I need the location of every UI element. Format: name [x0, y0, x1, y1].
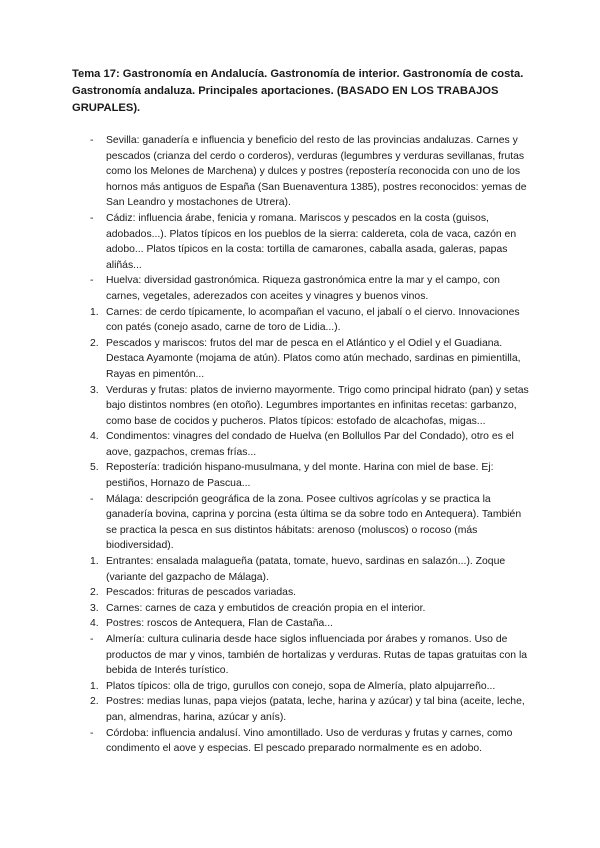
list-item-text: Pescados: frituras de pescados variadas. — [106, 587, 297, 599]
list-item — [90, 383, 530, 430]
list-marker: - — [90, 727, 94, 739]
list-item-text: Cádiz: influencia árabe, fenicia y romana. Mariscos y pescados en la costa (guisos, adobados...). Platos típicos en los pueblos de la sierra: caldereta, cola de vaca, cazón en adobo... Platos típicos en la costa: tortilla de camarones, caballa asada, galeras, papas aliñás... — [106, 212, 517, 271]
list-marker: 1. — [90, 680, 99, 692]
list-item-text: Carnes: carnes de caza y embutidos de creación propia en el interior. — [106, 602, 426, 614]
list-marker: 2. — [90, 696, 99, 708]
list-item-text: Condimentos: vinagres del condado de Huelva (en Bollullos Par del Condado), otro es el aove, gazpachos, cremas frías... — [106, 431, 514, 458]
list-item-text: Postres: medias lunas, papa viejos (patata, leche, harina y azúcar) y tal bina (aceite, leche, pan, almendras, harina, azúcar y anís). — [106, 696, 525, 723]
list-marker: - — [90, 493, 94, 505]
list-item — [90, 273, 530, 304]
list-marker: 2. — [90, 587, 99, 599]
list-item-text: Pescados y mariscos: frutos del mar de pesca en el Atlántico y el Odiel y el Guadiana. Destaca Ayamonte (mojama de atún). Platos como atún mechado, sardinas en pimientilla, Rayas en pimentón... — [106, 337, 521, 380]
list-marker: 1. — [90, 556, 99, 568]
list-item-text: Carnes: de cerdo típicamente, lo acompañan el vacuno, el jabalí o el ciervo. Innovaciones con patés (conejo asado, carne de toro de Lidia...). — [106, 306, 520, 334]
list-marker: 4. — [90, 618, 99, 630]
list-item-text: Platos típicos: olla de trigo, gurullos con conejo, sopa de Almería, plato alpujarreño... — [106, 680, 496, 692]
list-marker: 3. — [90, 602, 99, 614]
list-marker: 2. — [90, 337, 99, 349]
list-item — [90, 601, 530, 617]
list-marker: - — [90, 135, 94, 146]
list-item — [90, 726, 530, 757]
list-item — [90, 554, 530, 585]
list-marker: - — [90, 275, 94, 287]
list-item-text: Repostería: tradición hispano-musulmana, y del monte. Harina con miel de base. Ej: pestiños, Hornazo de Pascua... — [106, 462, 494, 490]
list-marker: - — [90, 634, 94, 645]
list-item — [90, 305, 530, 336]
list-marker: 5. — [90, 462, 99, 474]
list-item-text: Postres: roscos de Antequera, Flan de Castaña... — [106, 618, 333, 630]
list-item-text: Almería: cultura culinaria desde hace siglos influenciada por árabes y romanos. Uso de productos de mar y vinos, también de hortalizas y verduras. Rutas de tapas gratuitas con la bebida de Interés turístico. — [106, 634, 528, 677]
list-marker: - — [90, 212, 94, 224]
list-item — [90, 133, 530, 211]
list-item — [90, 616, 530, 632]
list-item-text: Málaga: descripción geográfica de la zona. Posee cultivos agrícolas y se practica la ganadería bovina, caprina y porcina (esta última se da sobre todo en Antequera). También se practica la pesca en sus distintos hábitats: arenoso (moluscos) o rocoso (más biodiversidad). — [106, 493, 522, 552]
list-item — [90, 429, 530, 460]
list-marker: 4. — [90, 431, 99, 443]
list-item — [90, 694, 530, 725]
list-item — [90, 336, 530, 383]
content-list — [90, 133, 530, 757]
list-item — [90, 211, 530, 273]
list-item — [90, 679, 530, 695]
list-marker: 3. — [90, 384, 99, 396]
list-item-text: Sevilla: ganadería e influencia y beneficio del resto de las provincias andaluzas. Carnes y pescados (crianza del cerdo o corderos), verduras (legumbres y verduras sevillanas, frutas como los Melones de Marchena) y dulces y postres (repostería reconocida con uno de los hornos más antiguos de España (San Buenaventura 1385), postres reconocidos: yemas de San Leandro y mostachones de Utrera). — [106, 135, 527, 209]
document-title: Tema 17: Gastronomía en Andalucía. Gastronomía de interior. Gastronomía de costa. Gastronomía andaluza. Principales aportaciones. (BASADO EN LOS TRABAJOS GRUPALES). — [72, 68, 524, 114]
list-item — [90, 585, 530, 601]
list-item-text: Huelva: diversidad gastronómica. Riqueza gastronómica entre la mar y el campo, con carnes, vegetales, aderezados con aceites y vinagres y buenos vinos. — [106, 275, 500, 302]
list-item-text: Entrantes: ensalada malagueña (patata, tomate, huevo, sardinas en salazón...). Zoque (variante del gazpacho de Málaga). — [106, 556, 506, 583]
list-item-text: Córdoba: influencia andalusí. Vino amontillado. Uso de verduras y frutas y carnes, como condimento el aove y especias. El pescado preparado normalmente es en adobo. — [106, 727, 513, 755]
list-marker: 1. — [90, 306, 99, 318]
list-item — [90, 460, 530, 491]
list-item — [90, 632, 530, 679]
list-item — [90, 492, 530, 554]
list-item-text: Verduras y frutas: platos de invierno mayormente. Trigo como principal hidrato (pan) y setas bajo distintos nombres (en otoño). Legumbres importantes en infinitas recetas: garbanzo, como base de cocidos y pucheros. Platos típicos: estofado de alcachofas, migas... — [106, 384, 529, 427]
